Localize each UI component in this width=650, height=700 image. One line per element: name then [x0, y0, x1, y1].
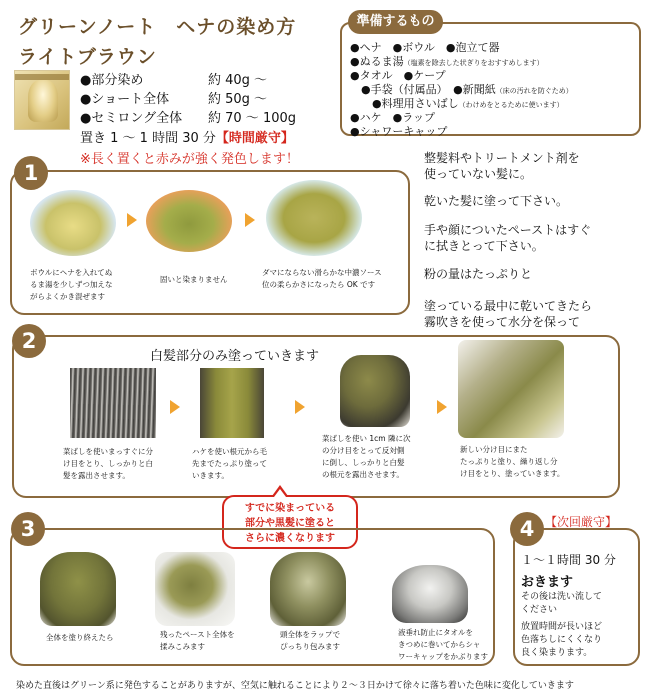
- prep-item: ●ハケ ●ラップ: [350, 111, 435, 124]
- step2-number: 2: [12, 324, 46, 358]
- paste-applied-photo: [200, 368, 264, 438]
- step3-caption: 全体を塗り終えたら: [46, 633, 114, 642]
- step4-note: その後は洗い流して ください: [521, 592, 603, 615]
- page-title: グリーンノート ヘナの染め方: [18, 16, 297, 38]
- prep-item: ●手袋（付属品） ●新聞紙（床の汚れを防ぐため）: [350, 83, 573, 96]
- arrow-right-icon: [295, 400, 305, 414]
- step2-title: 白髪部分のみ塗っていきます: [150, 349, 320, 364]
- tip-text: 整髪料やトリートメント剤を 使っていない髪に。: [424, 151, 580, 181]
- prep-item: ●料理用さいばし（わけめをとるために使います）: [350, 97, 564, 110]
- full-coverage-photo: [40, 552, 116, 626]
- amount-partial: ●部分染め 約 40g ～: [80, 73, 268, 88]
- leave-time: 置き 1 ～ 1 時間 30 分【時間厳守】: [80, 131, 294, 146]
- prep-item: ●ぬるま湯（塩素を除去した状ぎりをおすすめします）: [350, 55, 544, 68]
- thick-paste-photo: [146, 190, 232, 252]
- tip-text: 手や顔についたペーストはすぐ に拭きとって下さい。: [424, 223, 592, 253]
- step3-caption: 残ったペースト全体を 揉みこみます: [160, 630, 235, 651]
- step3-caption: 頭全体をラップで ぴっちり包みます: [280, 630, 341, 651]
- hair-parting-photo: [70, 368, 156, 438]
- step4-number: 4: [510, 512, 544, 546]
- plastic-wrap-photo: [270, 552, 346, 626]
- amount-semilong: ●セミロング全体 約 70 ～ 100g: [80, 111, 297, 126]
- footer-note: 染めた直後はグリーン系に発色することがありますが、空気に触れることにより２～３日かけて徐々に落ち着いた色味に変化していきます: [16, 681, 574, 691]
- color-name: ライトブラウン: [18, 46, 157, 68]
- step1-number: 1: [14, 156, 48, 190]
- step4-wait: おきます: [521, 575, 574, 590]
- massage-paste-photo: [155, 552, 235, 626]
- speech-bubble-warning: すでに染まっている 部分や黒髪に塗ると さらに濃くなります: [222, 495, 358, 549]
- step2-caption: 新しい分け目にまた たっぷりと塗り、繰り返し分 け目をとり、塗っていきます。: [460, 445, 565, 478]
- next-parting-photo: [340, 355, 410, 427]
- arrow-right-icon: [245, 213, 255, 227]
- product-package-image: [14, 70, 70, 130]
- step2-caption: 菜ばしを使いまっすぐに分 け目をとり、しっかりと白 髪を露出させます。: [63, 447, 153, 480]
- step1-caption: ボウルにヘナを入れてぬ るま湯を少しずつ加えな がらよくかき混ぜます: [30, 268, 113, 301]
- arrow-right-icon: [437, 400, 447, 414]
- shower-cap-photo: [392, 565, 468, 623]
- smooth-paste-photo: [266, 180, 362, 256]
- repeat-parting-photo: [458, 340, 564, 438]
- prep-item: ●タオル ●ケープ: [350, 69, 446, 82]
- next-strict-label: 【次回厳守】: [545, 515, 618, 529]
- step2-caption: 菜ばしを使い 1cm 隣に次 の分け目をとって反対側 に倒し、しっかりと白髪 の根元を露出させます。: [322, 434, 411, 479]
- step1-caption: 固いと染まりません: [160, 275, 228, 284]
- step3-number: 3: [11, 512, 45, 546]
- prep-item: ●シャワーキャップ: [350, 125, 448, 138]
- step4-note: 放置時間が長いほど 色落ちしにくくなり 良く染まります。: [521, 622, 603, 658]
- prep-item: ●ヘナ ●ボウル ●泡立て器: [350, 41, 500, 54]
- arrow-right-icon: [127, 213, 137, 227]
- prep-list-title: 準備するもの: [348, 10, 443, 34]
- time-strict-label: 【時間厳守】: [215, 131, 294, 146]
- tip-text: 粉の量はたっぷりと: [424, 267, 533, 281]
- bowl-mixing-photo: [30, 190, 116, 256]
- amount-short: ●ショート全体 約 50g ～: [80, 92, 268, 107]
- red-warning: ※長く置くと赤みが強く発色します！: [80, 152, 299, 167]
- arrow-right-icon: [170, 400, 180, 414]
- tip-text: 乾いた髪に塗って下さい。: [424, 194, 569, 208]
- tip-text: 塗っている最中に乾いてきたら 霧吹きを使って水分を保って: [424, 299, 593, 329]
- step3-caption: 液垂れ防止にタオルを きつめに巻いてからシャ ワーキャップをかぶります: [398, 628, 488, 661]
- step4-time: １～１時間 30 分: [521, 553, 616, 567]
- step1-caption: ダマにならない滑らかな中濃ソース 位の柔らかさになったら OK です: [262, 268, 382, 289]
- step2-caption: ハケを使い根元から毛 先までたっぷり塗って いきます。: [192, 447, 267, 480]
